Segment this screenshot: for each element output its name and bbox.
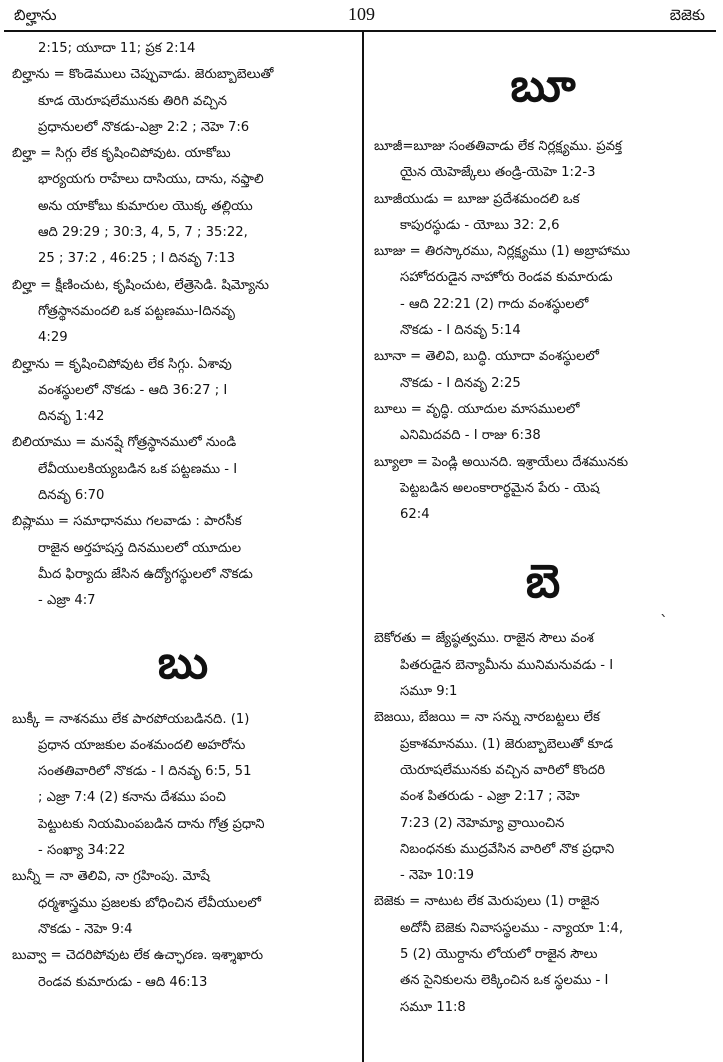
- entry-line: పెట్టబడిన అలంకారార్థమైన పేరు - యెష: [400, 480, 600, 496]
- dictionary-entry: [374, 889, 712, 1020]
- entry-line: పెట్టుటకు నియమింపబడిన దాను గోత్ర ప్రధాని: [38, 816, 265, 832]
- entry-line: గోత్రస్థానమందలి ఒక పట్టణము-Iదినవృ: [38, 303, 235, 319]
- entry-line: 5 (2) యొర్దాను లోయలో రాజైన సౌలు: [400, 947, 598, 963]
- entry-headline: బెజయి, బేజయి = నా సన్ను నారబట్టలు లేక: [374, 710, 600, 726]
- section-heading-buu: బూ: [510, 58, 576, 112]
- entry-line: సంతతివారిలో నొకడు - I దినవృ 6:5, 51: [38, 764, 252, 780]
- header-guide-word-right: బెజెకు: [669, 6, 705, 24]
- entry-line: భార్యయగు రాహేలు దాసియు, దాను, నఫ్తాలి: [38, 172, 264, 188]
- entry-line: ; ఎజ్రా 7:4 (2) కనాను దేశము పంచి: [38, 790, 226, 806]
- entry-headline: బూజీయుడు = బూజు ప్రదేశమందలి ఒక: [374, 191, 580, 207]
- entry-headline: బిల్హా = సిగ్గు లేక కృషించిపోవుట. యాకోబు: [12, 146, 231, 162]
- entry-line: ప్రధానులలో నొకడు-ఎజ్రా 2:2 ; నెహె 7:6: [38, 119, 250, 135]
- entry-line: ధర్మశాస్త్రము ప్రజలకు బోధించిన లేవీయులలో: [38, 895, 261, 911]
- right-entries-block-b: [374, 626, 712, 1020]
- entry-line: పితరుడైన బెన్యామీను మునిమనువడు - I: [400, 657, 614, 673]
- dictionary-entry: [374, 626, 712, 705]
- entry-headline: బూలు = వృద్ధి. యూదుల మాసములలో: [374, 401, 580, 417]
- dictionary-entry: [374, 134, 712, 187]
- entry-line: దినవృ 6:70: [38, 488, 105, 504]
- stray-mark: ˎ: [660, 598, 668, 617]
- entry-line: - ఆది 22:21 (2) గాదు వంశస్థులలో: [400, 296, 589, 312]
- entry-headline: బువ్వా = చెదరిపోవుట లేక ఉచ్ఛారణ. ఇశ్శాఖారు: [12, 948, 264, 964]
- right-entries-block-a: [374, 134, 712, 528]
- entry-headline: బ్యూలా = పెండ్లి అయినది. ఇశ్రాయేలు దేశమునకు: [374, 454, 629, 470]
- entry-line: ఆది 29:29 ; 30:3, 4, 5, 7 ; 35:22,: [38, 225, 248, 241]
- entry-line: మీద ఫిర్యాదు జేసిన ఉద్యోగస్థులలో నొకడు: [38, 566, 253, 582]
- entry-line: ఎనిమిదవది - I రాజు 6:38: [400, 428, 541, 444]
- page-number: 109: [348, 4, 375, 24]
- entry-line: 2:15; యూదా 11; ప్రక 2:14: [38, 41, 196, 56]
- entry-line: వంశ పితరుడు - ఎజ్రా 2:17 ; నెహె: [400, 789, 580, 805]
- dictionary-entry: [374, 397, 712, 450]
- entry-line: సమూ 9:1: [400, 684, 458, 700]
- entry-line: 62:4: [400, 507, 430, 523]
- header-rule: [4, 30, 716, 32]
- header-guide-word-left: బిల్హాను: [14, 6, 57, 24]
- entry-line: సహోదరుడైన నాహోరు రెండవ కుమారుడు: [400, 270, 613, 286]
- left-entries-block-a: [12, 36, 354, 615]
- dictionary-entry: [12, 36, 354, 62]
- entry-line: ప్రధాన యాజకుల వంశమందలి అహరోను: [38, 737, 246, 753]
- entry-headline: బూజు = తిరస్కారము, నిర్లక్ష్యము (1) అబ్రాహాము: [374, 244, 631, 260]
- entry-headline: బూనా = తెలివి, బుద్ధి. యూదా వంశస్థులలో: [374, 349, 599, 365]
- dictionary-entry: [374, 239, 712, 344]
- entry-line: అదోనీ బెజెకు నివాసస్థలము - న్యాయా 1:4,: [400, 920, 624, 936]
- section-heading-bu: బు: [157, 634, 209, 689]
- entry-line: రాజైన అర్తహషస్త దినములలో యూదుల: [38, 540, 242, 556]
- entry-line: - ఎజ్రా 4:7: [38, 593, 96, 609]
- entry-line: నొకడు - నెహె 9:4: [38, 921, 133, 937]
- entry-line: యెరూషలేమునకు వచ్చిన వారిలో కొందరి: [400, 762, 606, 778]
- dictionary-entry: [374, 705, 712, 889]
- entry-headline: బెజెకు = నాటుట లేక మెరుపులు (1) రాజైన: [374, 894, 600, 910]
- entry-line: నొకడు - I దినవృ 5:14: [400, 323, 521, 339]
- entry-headline: బిలియాము = మనష్షే గోత్రస్థానములో నుండి: [12, 435, 237, 451]
- left-entries-block-b: [12, 707, 354, 996]
- page-header: [0, 0, 723, 34]
- dictionary-entry: [12, 62, 354, 141]
- entry-line: - సంఖ్యా 34:22: [38, 843, 126, 859]
- entry-line: లేవీయులకియ్యబడిన ఒక పట్టణము - I: [38, 461, 238, 477]
- dictionary-entry: [12, 864, 354, 943]
- entry-line: నొకడు - I దినవృ 2:25: [400, 375, 521, 391]
- dictionary-entry: [12, 352, 354, 431]
- entry-headline: బుక్కీ = నాశనము లేక పారపోయబడినది. (1): [12, 711, 250, 727]
- dictionary-entry: [374, 450, 712, 529]
- entry-line: కాపురస్థుడు - యోబు 32: 2,6: [400, 217, 560, 233]
- entry-headline: బిల్హాను = కృషించిపోవుట లేక సిగ్గు. ఏశావు: [12, 356, 232, 372]
- entry-headline: బున్నీ = నా తెలివి, నా గ్రహింపు. మోషే: [12, 869, 210, 885]
- entry-line: 4:29: [38, 330, 68, 346]
- entry-line: దినవృ 1:42: [38, 409, 105, 425]
- entry-line: నిబంధనకు ముద్రవేసిన వారిలో నొక ప్రధాని: [400, 841, 615, 857]
- dictionary-entry: [12, 943, 354, 996]
- entry-line: 25 ; 37:2 , 46:25 ; I దినవృ 7:13: [38, 251, 236, 267]
- dictionary-entry: [12, 273, 354, 352]
- section-heading-be: బె: [525, 554, 561, 609]
- dictionary-entry: [374, 187, 712, 240]
- entry-line: అను యాకోబు కుమారుల యొక్క తల్లియు: [38, 198, 253, 214]
- entry-line: సమూ 11:8: [400, 999, 466, 1015]
- dictionary-entry: [12, 141, 354, 272]
- entry-headline: బిల్హాను = కొండెములు చెప్పువాడు. జెరుబ్బాబెలుతో: [12, 67, 274, 83]
- entry-line: కూడ యెరూషలేమునకు తిరిగి వచ్చిన: [38, 93, 228, 109]
- dictionary-entry: [12, 430, 354, 509]
- entry-line: రెండవ కుమారుడు - ఆది 46:13: [38, 974, 208, 990]
- entry-headline: బెకోరతు = జ్యేష్ఠత్వము. రాజైన సౌలు వంశ: [374, 631, 594, 647]
- dictionary-entry: [374, 344, 712, 397]
- right-column: [374, 36, 712, 1021]
- column-divider: [362, 30, 364, 1062]
- entry-line: వంశస్థులలో నొకడు - ఆది 36:27 ; I: [38, 382, 228, 398]
- left-column: [12, 36, 354, 996]
- entry-headline: బూజీ=బూజు సంతతివాడు లేక నిర్లక్ష్యము. ప్రవక్త: [374, 139, 622, 154]
- entry-headline: బిల్హా = క్షీణించుట, కృషించుట, లేత్రెసెడి. షిమ్యోను: [12, 277, 269, 293]
- entry-line: యైన యెహెజ్కేలు తండ్రి-యెహె 1:2-3: [400, 165, 596, 181]
- dictionary-entry: [12, 707, 354, 865]
- dictionary-entry: [12, 509, 354, 614]
- entry-line: ప్రకాశమానము. (1) జెరుబ్బాబెలుతో కూడ: [400, 736, 613, 752]
- entry-line: తన సైనికులను లెక్కించిన ఒక స్థలము - I: [400, 973, 609, 989]
- entry-line: 7:23 (2) నెహెమ్యా వ్రాయించిన: [400, 815, 565, 831]
- entry-line: - నెహె 10:19: [400, 868, 475, 884]
- entry-headline: బిష్లాము = సమాధానము గలవాడు : పారసీక: [12, 514, 242, 530]
